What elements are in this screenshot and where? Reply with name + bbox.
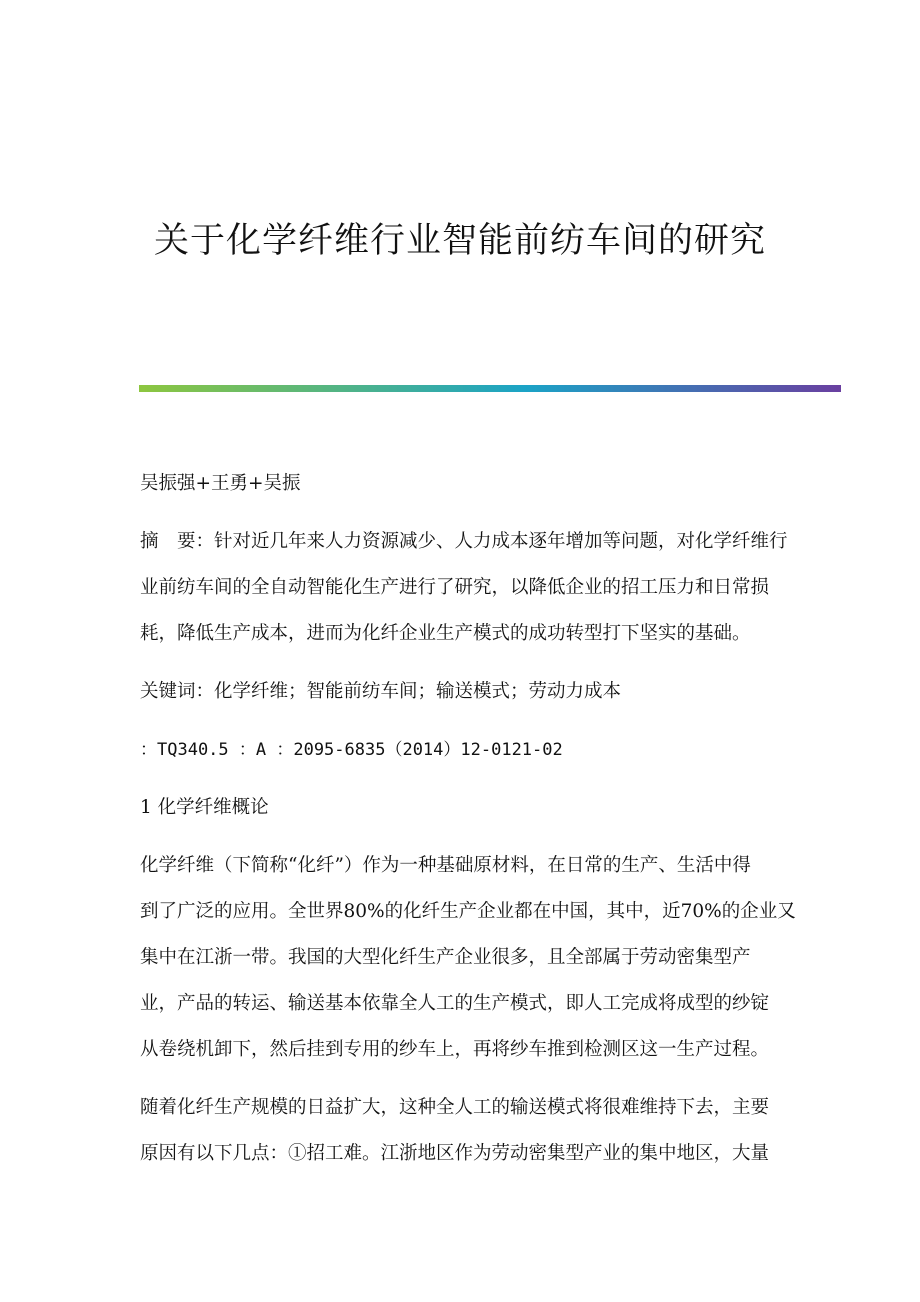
abstract-line: 业前纺车间的全自动智能化生产进行了研究，以降低企业的招工压力和日常损 [140,577,770,598]
paragraph-line: 从卷绕机卸下，然后挂到专用的纱车上，再将纱车推到检测区这一生产过程。 [140,1039,770,1060]
classification-line: ：TQ340.5 ：A ：2095-6835（2014）12-0121-02 [140,740,563,760]
abstract [140,519,788,657]
page-title: 关于化学纤维行业智能前纺车间的研究 [153,221,766,261]
paragraph-line: 集中在江浙一带。我国的大型化纤生产企业很多，且全部属于劳动密集型产 [140,947,751,968]
paragraph-line: 到了广泛的应用。全世界80%的化纤生产企业都在中国，其中，近70%的企业又 [140,901,796,922]
keywords: 关键词：化学纤维；智能前纺车间；输送模式；劳动力成本 [140,681,622,702]
abstract-line: 耗，降低生产成本，进而为化纤企业生产模式的成功转型打下坚实的基础。 [140,623,751,644]
paragraph-1 [140,843,796,1073]
paragraph-line: 随着化纤生产规模的日益扩大，这种全人工的输送模式将很难维持下去，主要 [140,1097,770,1118]
abstract-line: 摘 要：针对近几年来人力资源减少、人力成本逐年增加等问题，对化学纤维行 [140,531,788,552]
title-divider [139,385,841,392]
paragraph-line: 原因有以下几点：①招工难。江浙地区作为劳动密集型产业的集中地区，大量 [140,1143,770,1164]
paragraph-2 [140,1085,780,1177]
paragraph-line: 化学纤维（下简称“化纤”）作为一种基础原材料，在日常的生产、生活中得 [140,855,751,876]
section-heading: 1 化学纤维概论 [140,797,269,818]
paragraph-line: 业，产品的转运、输送基本依靠全人工的生产模式，即人工完成将成型的纱锭 [140,993,770,1014]
article-body [140,461,796,1177]
author-line: 吴振强+王勇+吴振 [140,473,301,494]
